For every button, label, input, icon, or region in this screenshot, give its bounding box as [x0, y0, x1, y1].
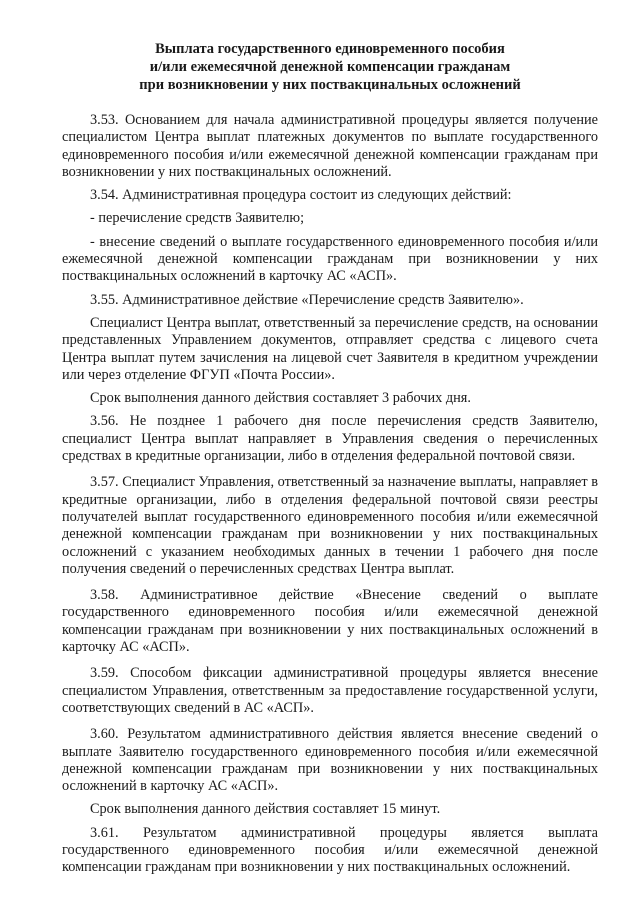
- paragraph-3-53: 3.53. Основанием для начала административной процедуры является получение специалистом Центра выплат платежных документов по выплате государственного единовременного пособия и/или ежемесячной денежной компенсации гражданам при возникновении у них поствакцинальных осложнений.: [62, 112, 598, 180]
- document-title: [62, 40, 598, 94]
- paragraph-3-54: 3.54. Административная процедура состоит из следующих действий:: [90, 187, 512, 204]
- paragraph-list-item-2: - внесение сведений о выплате государственного единовременного пособия и/или ежемесячной денежной компенсации гражданам при возникновении у них поствакцинальных осложнений в карточку АС «АСП».: [62, 233, 598, 285]
- paragraph-3-56: 3.56. Не позднее 1 рабочего дня после перечисления средств Заявителю, специалист Центра выплат направляет в Управления сведения о перечисленных средствах в кредитные организации, либо в отделения федеральной почтовой связи.: [62, 413, 598, 465]
- paragraph-transfer-description: Специалист Центра выплат, ответственный за перечисление средств, на основании представленных Управлением документов, отправляет средства с лицевого счета Центра выплат путем зачисления на лицевой счет Заявителя в кредитном учреждении или через отделение ФГУП «Почта России».: [62, 314, 598, 383]
- paragraph-3-61: 3.61. Результатом административной процедуры является выплата государственного единовременного пособия и/или ежемесячной денежной компенсации гражданам при возникновении у них поствакцинальных осложнений.: [62, 824, 598, 876]
- paragraph-term-3-days: Срок выполнения данного действия составляет 3 рабочих дня.: [90, 390, 471, 407]
- paragraph-list-item-1: - перечисление средств Заявителю;: [90, 210, 305, 227]
- title-line-2: и/или ежемесячной денежной компенсации гражданам: [149, 59, 511, 75]
- paragraph-3-55: 3.55. Административное действие «Перечисление средств Заявителю».: [90, 291, 524, 308]
- paragraph-term-15-minutes: Срок выполнения данного действия составляет 15 минут.: [90, 801, 441, 818]
- title-line-3: при возникновении у них поствакцинальных осложнений: [139, 77, 521, 93]
- paragraph-3-58: 3.58. Административное действие «Внесение сведений о выплате государственного единовременного пособия и/или ежемесячной денежной компенсации гражданам при возникновении у них поствакцинальных осложнений в карточку АС «АСП».: [62, 587, 598, 656]
- title-line-1: Выплата государственного единовременного пособия: [155, 41, 505, 57]
- paragraph-3-60: 3.60. Результатом административного действия является внесение сведений о выплате Заявителю государственного единовременного пособия и/или ежемесячной денежной компенсации гражданам при возникновении у них поствакцинальных осложнений в карточку АС «АСП».: [62, 726, 598, 795]
- paragraph-3-57: 3.57. Специалист Управления, ответственный за назначение выплаты, направляет в кредитные организации, либо в отделения федеральной почтовой связи реестры получателей выплат государственного единовременного пособия и/или ежемесячной денежной компенсации гражданам при возникновении у них поствакцинальных осложнений с указанием необходимых данных в течении 1 рабочего дня после получения сведений о перечисленных средствах Центра выплат.: [62, 474, 598, 577]
- document-body: [62, 112, 598, 877]
- paragraph-3-59: 3.59. Способом фиксации административной процедуры является внесение специалистом Управления, ответственным за предоставление государственной услуги, соответствующих сведений в АС «АСП».: [62, 665, 598, 716]
